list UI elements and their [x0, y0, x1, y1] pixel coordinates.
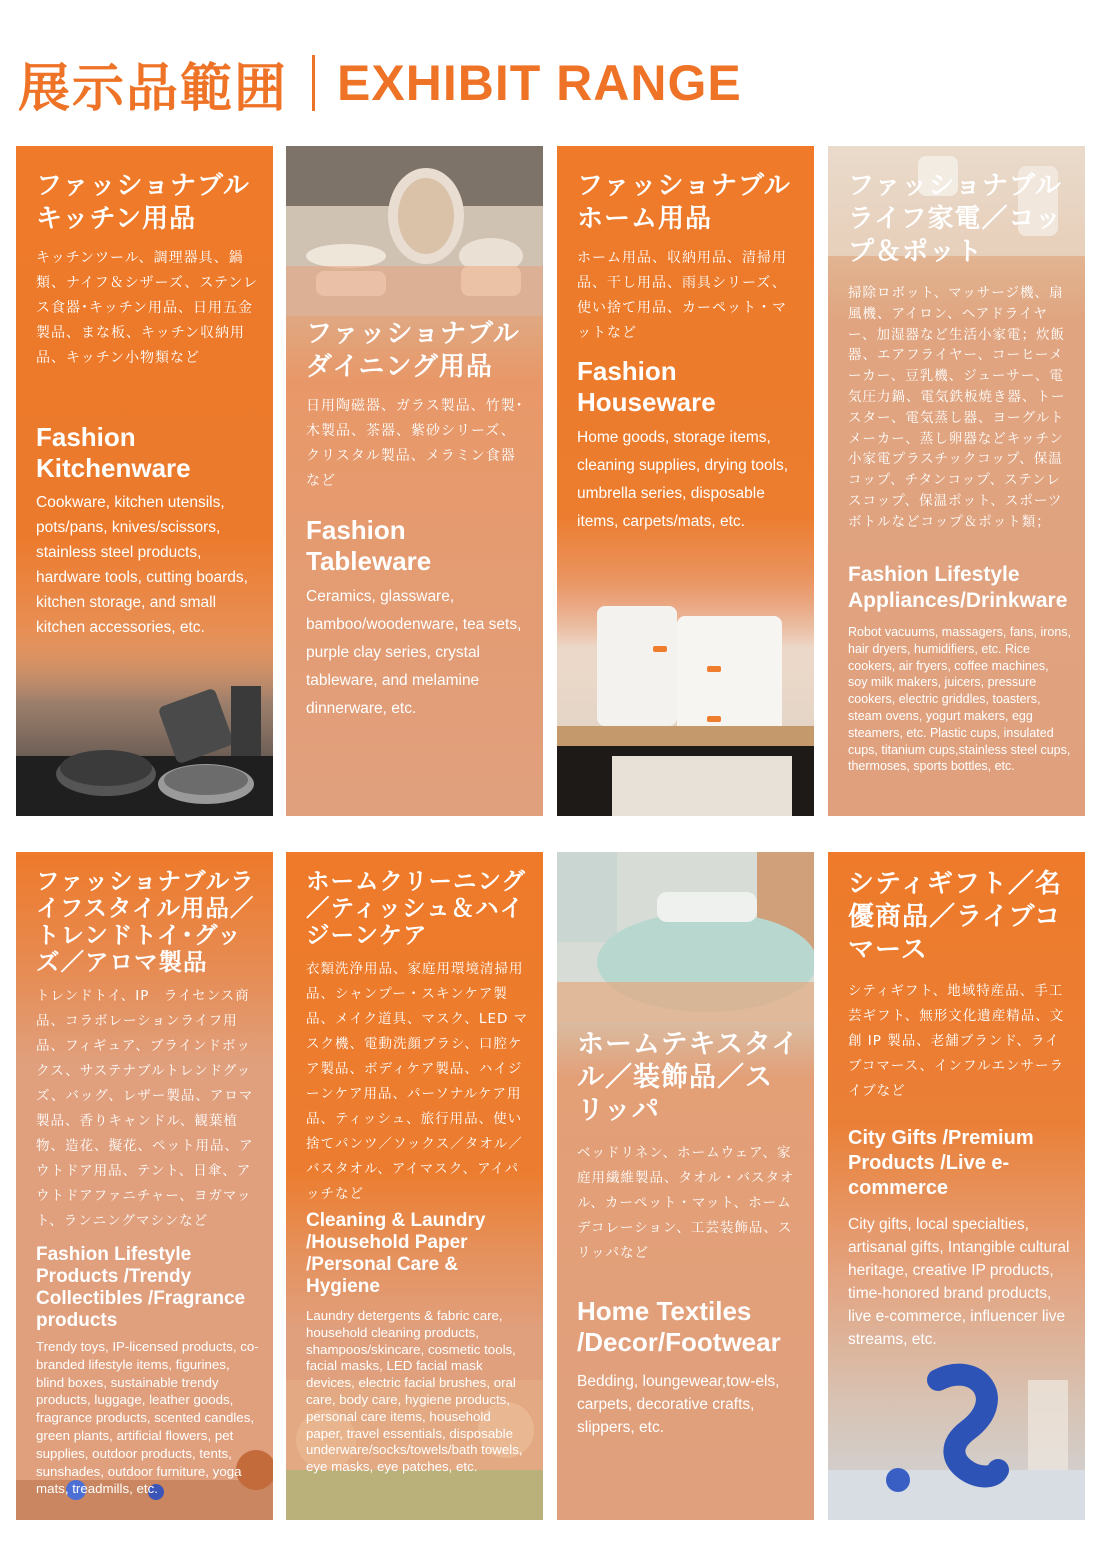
card-title-en: Home Textiles /Decor/Footwear [577, 1296, 781, 1357]
card-title-jp: ファッショナブルダイニング用品 [306, 319, 520, 382]
card-title-en: Fashion Tableware [306, 515, 432, 576]
card-title-en: City Gifts /Premium Products /Live e-commerce [848, 1127, 1034, 1199]
page-title [18, 48, 742, 118]
card-desc-en: Cookware, kitchen utensils, pots/pans, knives/scissors, stainless steel products, hardware tools, cutting boards, kitchen storage, and small kitchen accessories, etc. [36, 494, 248, 636]
card-appliances [828, 146, 1085, 816]
card-title-en: Fashion Lifestyle Products /Trendy Collectibles /Fragrance products [36, 1244, 246, 1331]
card-title-en: Fashion Houseware [577, 356, 716, 417]
card-houseware [557, 146, 814, 816]
card-desc-en: Bedding, loungewear,tow-els, carpets, decorative crafts, slippers, etc. [577, 1373, 780, 1436]
card-desc-en: Ceramics, glassware, bamboo/woodenware, tea sets, purple clay series, crystal tableware, and melamine dinnerware, etc. [306, 588, 522, 717]
card-title-jp: ホームクリーニング／ティッシュ＆ハイジーンケア [306, 867, 527, 949]
storage-boxes-image [557, 576, 814, 816]
card-textiles [557, 852, 814, 1520]
card-title-en: Cleaning & Laundry /Household Paper /Personal Care & Hygiene [306, 1210, 486, 1297]
card-title-en: Fashion Lifestyle Appliances/Drinkware [848, 563, 1068, 612]
card-desc-jp: 日用陶磁器、ガラス製品、竹製･木製品、茶器、紫砂シリーズ、クリスタル製品、メラミン食器など [306, 398, 524, 489]
page-title-en: EXHIBIT RANGE [337, 55, 742, 111]
card-cleaning [286, 852, 543, 1520]
card-desc-jp: ホーム用品、収納用品、清掃用品、干し用品、雨具シリーズ、使い捨て用品、カーペット・マットなど [577, 250, 787, 341]
bedding-image [557, 852, 814, 1022]
card-desc-en: Trendy toys, IP-licensed products, co-branded lifestyle items, figurines, blind boxes, sustainable trendy products, luggage, leather goods, fragrance products, scented candles, green plants, artificial flowers, pet supplies, outdoor products, tents, sunshades, outdoor furniture, yoga mats, treadmills, etc. [36, 1339, 259, 1497]
card-desc-jp: 掃除ロボット、マッサージ機、扇風機、アイロン、ヘアドライヤー、加湿器など生活小家電；炊飯器、エアフライヤー、コーヒーメーカー、豆乳機、ジューサー、電気圧力鍋、電気鉄板焼き器、トースター、電気蒸し器、ヨーグルトメーカー、蒸し卵器などキッチン小家電プラスチックコップ、保温コップ、チタンコップ、ステンレスコップ、保温ポット、スポーツボトルなどコップ＆ポット類； [848, 285, 1066, 530]
card-kitchenware [16, 146, 273, 816]
title-divider [312, 55, 315, 111]
card-desc-en: City gifts, local specialties, artisanal gifts, Intangible cultural heritage, creative IP products, time-honored brand products, live e-commerce, influencer live streams, etc. [848, 1216, 1070, 1348]
card-desc-jp: シティギフト、地域特産品、手工芸ギフト、無形文化遺産精品、文創 IP 製品、老舗ブランド、ライブコマース、インフルエンサーライブなど [848, 983, 1065, 1099]
card-desc-jp: トレンドトイ、IP ライセンス商品、コラボレーションライフ用品、フィギュア、ブラインドボックス、サステナブルトレンドグッズ、バッグ、レザー製品、アロマ製品、香りキャンドル、観葉植物、造花、擬花、ペット用品、アウトドア用品、テント、日傘、アウトドアファニチャー、ヨガマット、ランニングマシンなど [36, 988, 254, 1229]
card-title-jp: シティギフト／名優商品／ライブコマース [848, 869, 1062, 965]
card-lifestyle [16, 852, 273, 1520]
page-title-jp: 展示品範囲 [18, 58, 289, 119]
card-desc-en: Laundry detergents & fabric care, household cleaning products, shampoos/skincare, cosmetic tools, facial masks, LED facial mask devices, electric facial brushes, oral care, body care, hygiene products, personal care items, household paper, travel essentials, disposable underware/socks/towels/bath towels, eye masks, eye patches, etc. [306, 1308, 523, 1475]
tableware-image [286, 146, 543, 316]
card-desc-en: Home goods, storage items, cleaning supplies, drying tools, umbrella series, disposable items, carpets/mats, etc. [577, 429, 789, 530]
card-title-jp: ファッショナブルライフスタイル用品／トレンドトイ･グッズ／アロマ製品 [36, 867, 255, 976]
card-desc-en: Robot vacuums, massagers, fans, irons, hair dryers, humidifiers, etc. Rice cookers, air fryers, coffee machines, soy milk makers, juicers, pressure cookers, electric griddles, toasters, steam ovens, yogurt makers, egg steamers, etc. Plastic cups, insulated cups, titanium cups,stainless steel cups, thermoses, sports bottles, etc. [848, 625, 1072, 774]
card-tableware [286, 146, 543, 816]
card-title-jp: ファッショナブルホーム用品 [577, 171, 791, 234]
card-desc-jp: キッチンツール、調理器具、鍋類、ナイフ＆シザーズ、ステンレス食器･キッチン用品、日用五金製品、まな板、キッチン収納用品、キッチン小物類など [36, 250, 258, 366]
card-desc-jp: ベッドリネン、ホームウェア、家庭用繊維製品、タオル・バスタオル、カーペット・マット、ホームデコレーション、工芸装飾品、スリッパなど [577, 1145, 795, 1261]
card-title-jp: ファッショナブルキッチン用品 [36, 171, 250, 234]
card-title-en: Fashion Kitchenware [36, 422, 191, 483]
cookware-image [16, 626, 273, 816]
card-title-jp: ホームテキスタイル／装飾品／スリッパ [577, 1029, 800, 1126]
card-desc-jp: 衣類洗浄用品、家庭用環境清掃用品、シャンプー・スキンケア製品、メイク道具、マスク、LED マスク機、電動洗顔ブラシ、口腔ケア製品、ボディケア製品、ハイジーンケア用品、パーソナルケア用品、ティッシュ、旅行用品、使い捨てパンツ／ソックス／タオル／バスタオル、アイマスク、アイパッチなど [306, 961, 529, 1202]
card-title-jp: ファッショナブルライフ家電／コップ＆ポット [848, 171, 1062, 267]
card-city-gifts [828, 852, 1085, 1520]
